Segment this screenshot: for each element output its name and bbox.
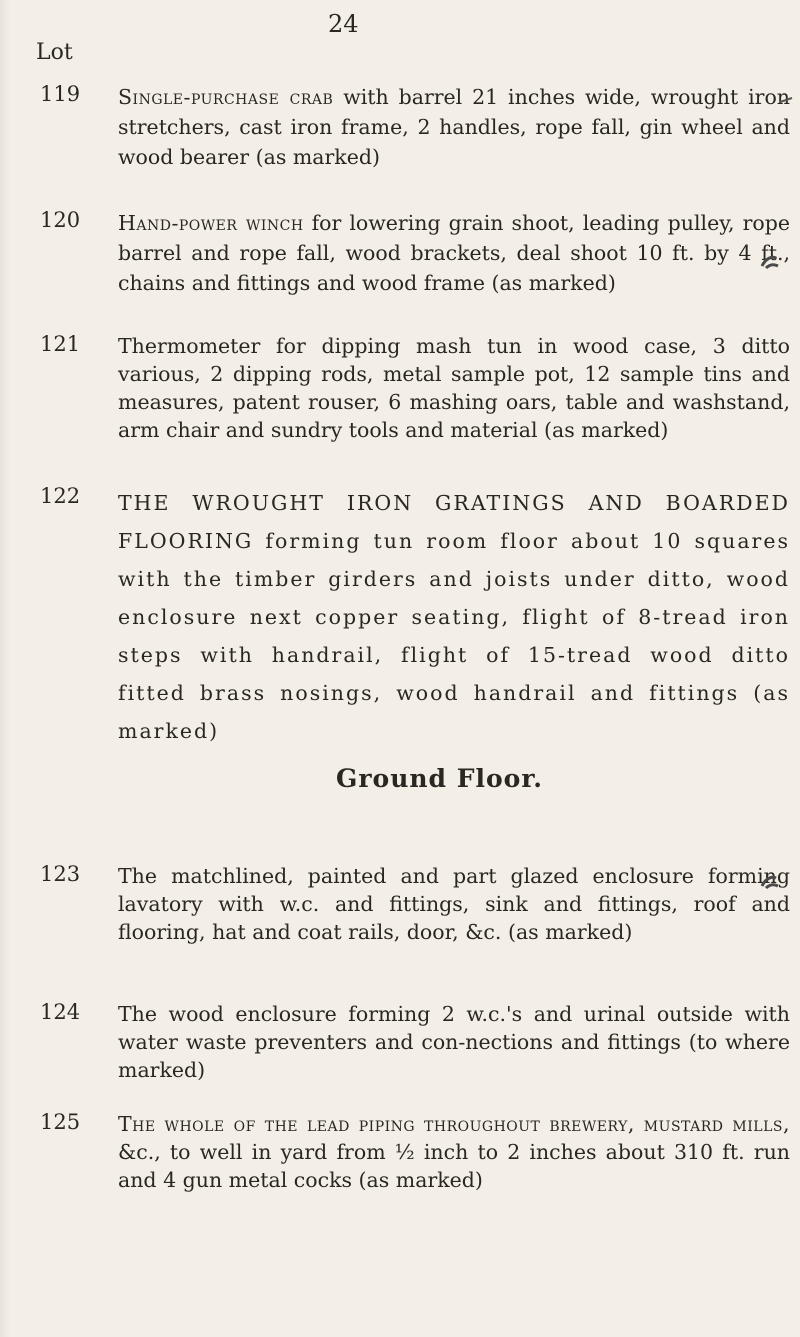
pencil-tick-mark [758,872,782,900]
lot-number: 122 [40,484,81,508]
lot-lead: The whole of the lead piping throughout brewery, mustard mills, [118,1112,790,1136]
lot-description [118,484,790,750]
lot-body: Thermometer for dipping mash tun in wood case, 3 ditto various, 2 dipping rods, metal sample pot, 12 sample tins and measures, patent rouser, 6 mashing oars, table and washstand, arm chair and sundry tools and material (as marked) [118,334,790,442]
lot-number: 120 [40,208,81,232]
lot-body: THE WROUGHT IRON GRATINGS AND BOARDED FLOORING forming tun room floor about 10 squares with the timber girders and joists under ditto, wood enclosure next copper seating, flight of 8-tread iron steps with handrail, flight of 15-tread wood ditto fitted brass nosings, wood handrail and fittings (as marked) [118,491,790,743]
lot-lead: Single-purchase crab [118,85,334,109]
lot-body: The matchlined, painted and part glazed enclosure forming lavatory with w.c. and fittings, sink and fittings, roof and flooring, hat and coat rails, door, &c. (as marked) [118,864,790,944]
lot-description [118,332,790,444]
lot-description [118,208,790,298]
lot-number: 125 [40,1110,81,1134]
lot-body: &c., to well in yard from ½ inch to 2 inches about 310 ft. run and 4 gun metal cocks (as marked) [118,1140,790,1192]
page-number: 24 [328,10,359,38]
lot-column-heading: Lot [36,40,73,65]
lot-description [118,1000,790,1084]
lot-description [118,82,790,172]
lot-lead: Hand-power winch [118,211,304,235]
lot-body: with barrel 21 inches wide, wrought iron stretchers, cast iron frame, 2 handles, rope fall, gin wheel and wood bearer (as marked) [118,85,790,169]
lot-number: 119 [40,82,81,106]
lot-description [118,1110,790,1194]
lot-body: for lowering grain shoot, leading pulley, rope barrel and rope fall, wood brackets, deal shoot 10 ft. by 4 ft., chains and fittings and wood frame (as marked) [118,211,790,295]
lot-description [118,862,790,946]
lot-number: 124 [40,1000,81,1024]
section-title: Ground Floor. [336,764,543,793]
pencil-tick-mark [758,252,782,280]
lot-number: 123 [40,862,81,886]
lot-number: 121 [40,332,81,356]
lot-body: The wood enclosure forming 2 w.c.'s and urinal outside with water waste preventers and con-nections and fittings (to where marked) [118,1002,790,1082]
pencil-dash-mark [778,94,794,106]
page-edge-shadow [0,0,10,1337]
